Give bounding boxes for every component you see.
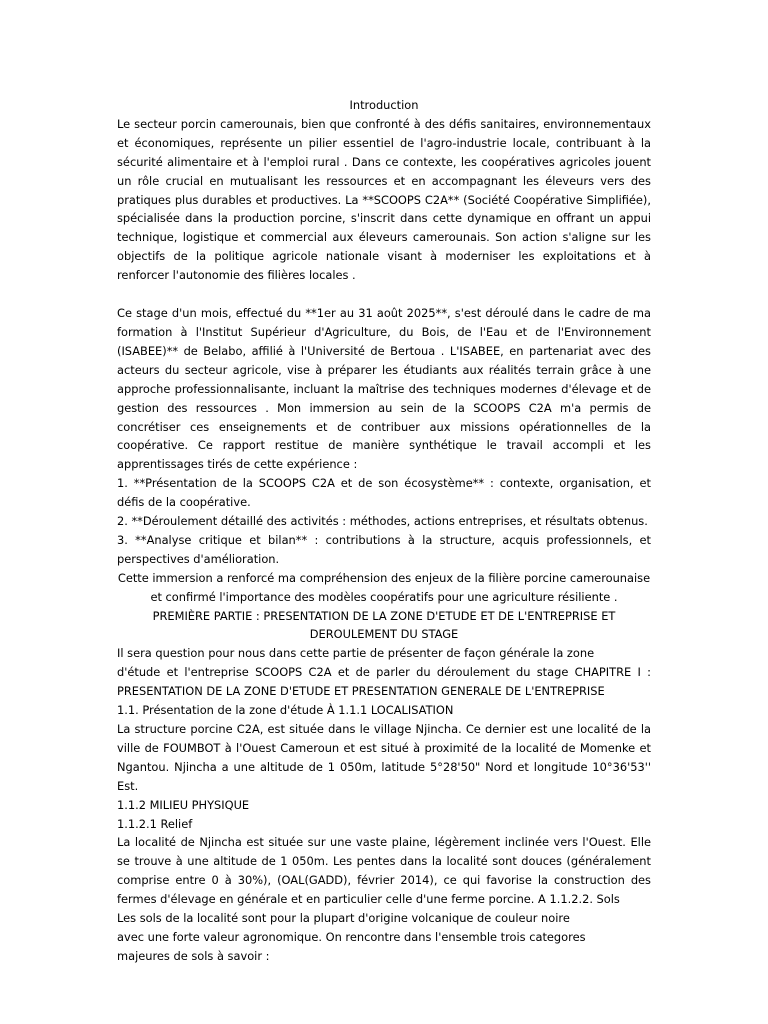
list-item-3: 3. **Analyse critique et bilan** : contributions à la structure, acquis professionnels, et perspectives d'amélioration. xyxy=(117,532,651,566)
paragraph-gap xyxy=(117,285,651,304)
part-intro-line-2: d'étude et l'entreprise SCOOPS C2A et de parler du déroulement du stage CHAPITRE I : PRESENTATION DE LA ZONE D'ETUDE ET PRESENTATION GENERALE DE L'ENTREPRISE xyxy=(117,665,651,699)
stage-paragraph: Ce stage d'un mois, effectué du **1er au 31 août 2025**, s'est déroulé dans le cadre de ma formation à l'Institut Supérieur d'Agriculture, du Bois, de l'Eau et de l'Environnement (ISABEE)** de Belabo, affilié à l'Université de Bertoua . L'ISABEE, en partenariat avec des acteurs du secteur agricole, vise à préparer les étudiants aux réalités terrain grâce à une approche professionnalisante, incluant la maîtrise des techniques modernes d'élevage et de gestion des ressources . Mon immersion au sein de la SCOOPS C2A m'a permis de concrétiser ces enseignements et de contribuer aux missions opérationnelles de la coopérative. Ce rapport restitue de manière synthétique le travail accompli et les apprentissages tirés de cette expérience : xyxy=(117,306,651,472)
page-title: Introduction xyxy=(349,98,419,112)
document-page xyxy=(117,96,651,966)
list-item-2: 2. **Déroulement détaillé des activités : méthodes, actions entreprises, et résultats obtenus. xyxy=(117,514,648,529)
section-heading-1-1-2-1: 1.1.2.1 Relief xyxy=(117,816,193,831)
part-intro-line-1: Il sera question pour nous dans cette partie de présenter de façon générale la zone xyxy=(117,646,595,661)
relief-paragraph: La localité de Njincha est située sur une vaste plaine, légèrement inclinée vers l'Ouest. Elle se trouve à une altitude de 1 050m. Les pentes dans la localité sont douces (généralement comprise entre 0 à 30%), (OAL(GADD), février 2014), ce qui favorise la construction des fermes d'élevage en générale et en particulier celle d'une ferme porcine. A 1.1.2.2. Sols xyxy=(117,835,651,907)
intro-paragraph: Le secteur porcin camerounais, bien que confronté à des défis sanitaires, environnementaux et économiques, représente un pilier essentiel de l'agro-industrie locale, contribuant à la sécurité alimentaire et à l'emploi rural . Dans ce contexte, les coopératives agricoles jouent un rôle crucial en mutualisant les ressources et en accompagnant les éleveurs vers des pratiques plus durables et productives. La **SCOOPS C2A** (Société Coopérative Simplifiée), spécialisée dans la production porcine, s'inscrit dans cette dynamique en offrant un appui technique, logistique et commercial aux éleveurs camerounais. Son action s'aligne sur les objectifs de la politique agricole nationale visant à moderniser les exploitations et à renforcer l'autonomie des filières locales . xyxy=(117,116,651,283)
sols-line-3: majeures de sols à savoir : xyxy=(117,948,270,963)
section-heading-1-1-2: 1.1.2 MILIEU PHYSIQUE xyxy=(117,797,250,812)
sols-line-2: avec une forte valeur agronomique. On rencontre dans l'ensemble trois categores xyxy=(117,929,586,944)
list-item-1: 1. **Présentation de la SCOOPS C2A et de son écosystème** : contexte, organisation, et défis de la coopérative. xyxy=(117,476,651,510)
part-heading: PREMIÈRE PARTIE : PRESENTATION DE LA ZONE D'ETUDE ET DE L'ENTREPRISE ET DEROULEMENT DU STAGE xyxy=(152,608,616,642)
section-heading-1-1: 1.1. Présentation de la zone d'étude À 1.1.1 LOCALISATION xyxy=(117,703,454,718)
sols-line-1: Les sols de la localité sont pour la plupart d'origine volcanique de couleur noire xyxy=(117,911,570,926)
localisation-paragraph: La structure porcine C2A, est située dans le village Njincha. Ce dernier est une localité de la ville de FOUMBOT à l'Ouest Cameroun et est situé à proximité de la localité de Momenke et Ngantou. Njincha a une altitude de 1 050m, latitude 5°28'50" Nord et longitude 10°36'53'' Est. xyxy=(117,722,651,793)
conclusion-paragraph: Cette immersion a renforcé ma compréhension des enjeux de la filière porcine camerounaise et confirmé l'importance des modèles coopératifs pour une agriculture résiliente . xyxy=(117,570,651,604)
